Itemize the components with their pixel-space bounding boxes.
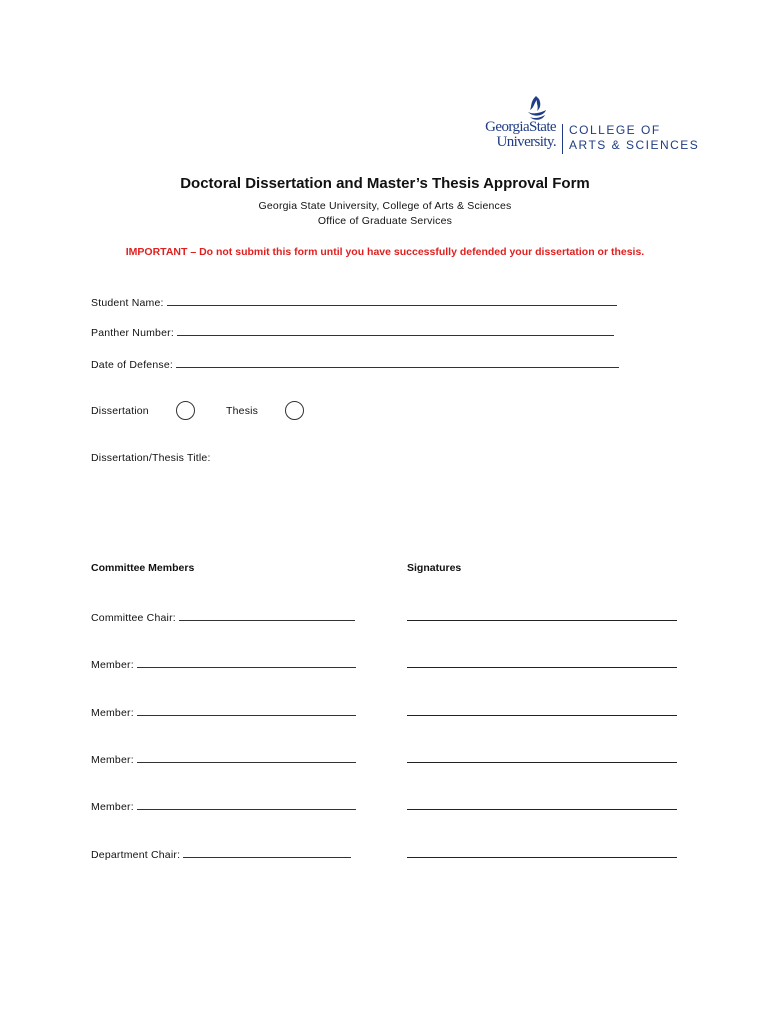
college-line1: COLLEGE OF (569, 123, 661, 137)
member-label: Member: (91, 754, 134, 766)
college-name (569, 123, 699, 153)
dissertation-title-label: Dissertation/Thesis Title: (91, 452, 211, 464)
student-name-input[interactable] (167, 295, 617, 306)
member-row-3 (91, 752, 356, 766)
committee-chair-signature-line[interactable] (407, 620, 677, 621)
logo-divider (562, 124, 563, 154)
committee-members-heading: Committee Members (91, 562, 195, 574)
dissertation-label: Dissertation (91, 405, 149, 417)
member-signature-line[interactable] (407, 762, 677, 763)
member-label: Member: (91, 801, 134, 813)
date-of-defense-label: Date of Defense: (91, 359, 173, 371)
member-row-1 (91, 657, 356, 671)
member-label: Member: (91, 659, 134, 671)
committee-chair-name-input[interactable] (179, 610, 355, 621)
student-name-row (91, 295, 617, 309)
member-name-input[interactable] (137, 705, 356, 716)
member-name-input[interactable] (137, 799, 356, 810)
department-chair-label: Department Chair: (91, 849, 181, 861)
wordmark-line2: University. (496, 134, 556, 150)
dissertation-radio[interactable] (176, 401, 195, 420)
member-row-2 (91, 705, 356, 719)
date-of-defense-input[interactable] (176, 357, 619, 368)
student-name-label: Student Name: (91, 297, 164, 309)
panther-number-label: Panther Number: (91, 327, 174, 339)
title-row[interactable] (91, 452, 211, 464)
wordmark-line1: GeorgiaState (485, 119, 556, 135)
member-name-input[interactable] (137, 752, 356, 763)
department-chair-signature-line[interactable] (407, 857, 677, 858)
college-line2: ARTS & SCIENCES (569, 138, 700, 152)
member-signature-line[interactable] (407, 715, 677, 716)
college-logo (474, 94, 700, 156)
thesis-radio[interactable] (285, 401, 304, 420)
member-signature-line[interactable] (407, 667, 677, 668)
panther-number-row (91, 325, 614, 339)
department-chair-row (91, 847, 351, 861)
panther-number-input[interactable] (177, 325, 614, 336)
member-signature-line[interactable] (407, 809, 677, 810)
signatures-heading: Signatures (407, 562, 462, 574)
department-chair-name-input[interactable] (183, 847, 351, 858)
thesis-label: Thesis (226, 405, 259, 417)
subtitle-office: Office of Graduate Services (317, 215, 453, 227)
date-of-defense-row (91, 357, 619, 371)
committee-chair-label: Committee Chair: (91, 612, 176, 624)
committee-chair-row (91, 610, 355, 624)
member-row-4 (91, 799, 356, 813)
important-notice: IMPORTANT – Do not submit this form until you have successfully defended your dissertation or thesis. (125, 246, 645, 258)
subtitle-university: Georgia State University, College of Arts & Sciences (258, 200, 512, 212)
member-label: Member: (91, 707, 134, 719)
member-name-input[interactable] (137, 657, 356, 668)
page-title: Doctoral Dissertation and Master’s Thesis Approval Form (180, 175, 590, 192)
university-wordmark (474, 120, 556, 150)
